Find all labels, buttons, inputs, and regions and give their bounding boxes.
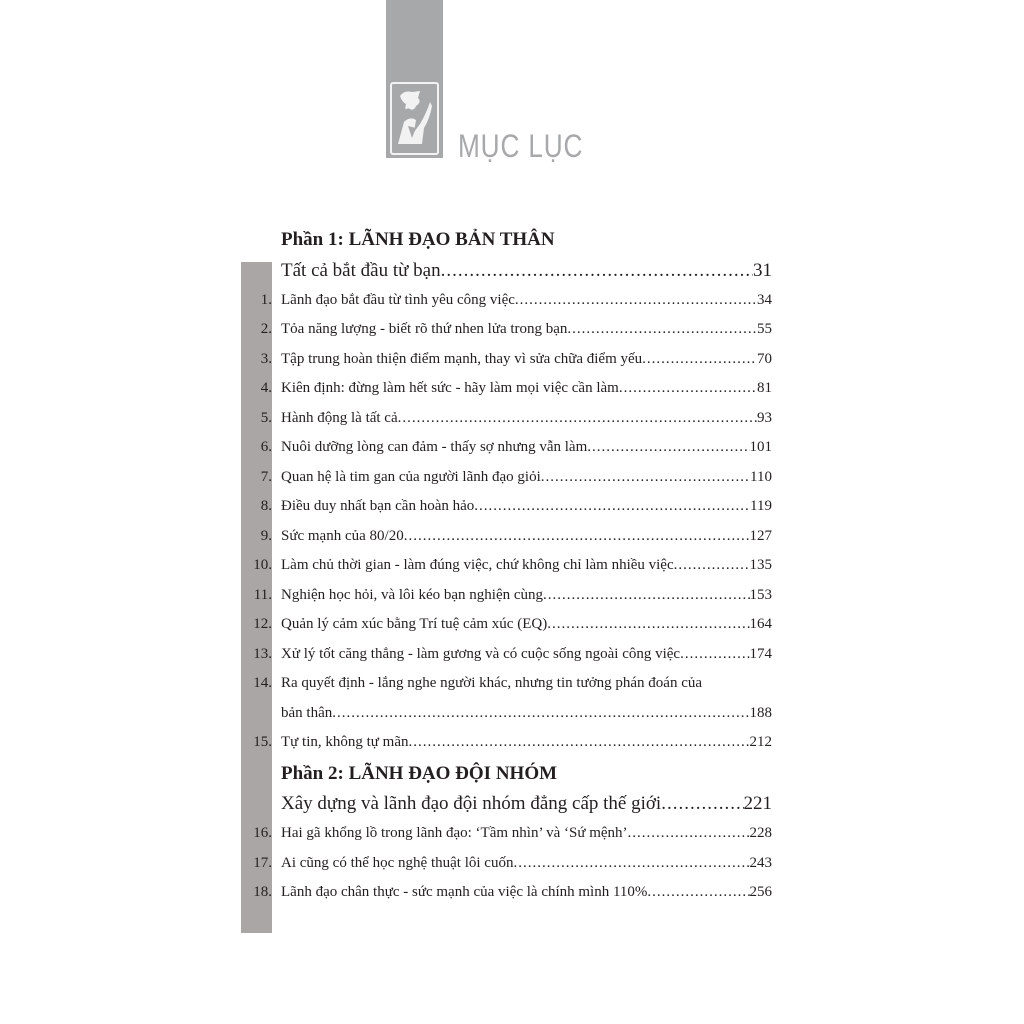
toc-entry[interactable]: 17. Ai cũng có thể học nghệ thuật lôi cuốn ..... 243 xyxy=(241,849,781,879)
chapter-number: 16. xyxy=(253,825,272,842)
toc-entry[interactable]: 18. Lãnh đạo chân thực - sức mạnh của việc là chính mình 110% ..... 256 xyxy=(241,878,781,908)
chapter-number: 15. xyxy=(253,734,272,751)
chapter-number: 6. xyxy=(260,439,272,456)
toc-entry[interactable]: 13. Xử lý tốt căng thẳng - làm gương và có cuộc sống ngoài công việc ..... 174 xyxy=(241,640,781,670)
toc-entry[interactable]: 3. Tập trung hoàn thiện điểm mạnh, thay vì sửa chữa điểm yếu ..... 70 xyxy=(241,345,781,375)
chapter-number: 17. xyxy=(253,854,272,871)
chapter-number: 4. xyxy=(260,380,272,397)
page-number: 174 xyxy=(749,645,772,662)
chapter-number: 3. xyxy=(260,350,272,367)
toc-entry[interactable]: 16. Hai gã khổng lồ trong lãnh đạo: ‘Tầm nhìn’ và ‘Sứ mệnh’ ..... 228 xyxy=(241,819,781,849)
chapter-number: 9. xyxy=(260,527,272,544)
page-number: 135 xyxy=(749,557,772,574)
part-heading xyxy=(241,758,781,790)
chapter-number: 12. xyxy=(253,616,272,633)
table-of-contents xyxy=(241,224,781,908)
page-number: 70 xyxy=(757,350,772,367)
page-number: 228 xyxy=(749,825,772,842)
page-number: 256 xyxy=(749,884,772,901)
chapter-number: 13. xyxy=(253,645,272,662)
toc-entry[interactable]: 4. Kiên định: đừng làm hết sức - hãy làm mọi việc cần làm ..... 81 xyxy=(241,374,781,404)
chapter-number: 8. xyxy=(260,498,272,515)
toc-entry[interactable]: 8. Điều duy nhất bạn cần hoàn hảo ..... 119 xyxy=(241,492,781,522)
chapter-number: 2. xyxy=(260,321,272,338)
toc-entry[interactable]: 2. Tỏa năng lượng - biết rõ thứ nhen lửa trong bạn ..... 55 xyxy=(241,315,781,345)
toc-entry-intro[interactable]: Tất cả bắt đầu từ bạn ..... 31 xyxy=(241,256,781,286)
chapter-number: 11. xyxy=(253,586,272,603)
toc-entry[interactable]: 11. Nghiện học hỏi, và lôi kéo bạn nghiện cùng ..... 153 xyxy=(241,581,781,611)
toc-entry[interactable]: 1. Lãnh đạo bắt đầu từ tình yêu công việc ..... 34 xyxy=(241,286,781,316)
toc-entry[interactable]: 12. Quản lý cảm xúc bằng Trí tuệ cảm xúc (EQ) ..... 164 xyxy=(241,610,781,640)
toc-entry[interactable]: 7. Quan hệ là tim gan của người lãnh đạo giỏi ..... 110 xyxy=(241,463,781,493)
toc-entry[interactable]: 10. Làm chủ thời gian - làm đúng việc, chứ không chỉ làm nhiều việc ..... 135 xyxy=(241,551,781,581)
page-number: 212 xyxy=(749,734,772,751)
page-number: 31 xyxy=(753,259,772,281)
toc-entry[interactable]: 14. Ra quyết định - lắng nghe người khác, nhưng tin tưởng phán đoán của xyxy=(241,669,781,699)
part-title: Phần 1: LÃNH ĐẠO BẢN THÂN xyxy=(281,229,555,250)
page-number: 221 xyxy=(743,793,772,815)
toc-entry[interactable]: 6. Nuôi dưỡng lòng can đảm - thấy sợ nhưng vẫn làm ..... 101 xyxy=(241,433,781,463)
page-number: 243 xyxy=(749,854,772,871)
chapter-number: 5. xyxy=(260,409,272,426)
part-heading xyxy=(241,224,781,256)
chapter-number: 7. xyxy=(260,468,272,485)
toc-entry[interactable]: 5. Hành động là tất cả ..... 93 xyxy=(241,404,781,434)
page-number: 81 xyxy=(757,380,772,397)
toc-entry[interactable]: 15. Tự tin, không tự mãn ..... 212 xyxy=(241,728,781,758)
toc-entry[interactable]: 9. Sức mạnh của 80/20 ..... 127 xyxy=(241,522,781,552)
chapter-number: 18. xyxy=(253,884,272,901)
page-number: 93 xyxy=(757,409,772,426)
page-number: 110 xyxy=(750,468,772,485)
page-number: 188 xyxy=(749,704,772,721)
page-title: MỤC LỤC xyxy=(458,128,584,164)
page-number: 127 xyxy=(749,527,772,544)
page-number: 55 xyxy=(757,321,772,338)
page-number: 164 xyxy=(749,616,772,633)
page-number: 101 xyxy=(749,439,772,456)
chapter-number: 10. xyxy=(253,557,272,574)
chapter-number: 1. xyxy=(260,291,272,308)
page-number: 34 xyxy=(757,291,772,308)
toc-entry-intro[interactable]: Xây dựng và lãnh đạo đội nhóm đẳng cấp thế giới ..... 221 xyxy=(241,790,781,820)
toc-entry-continuation[interactable]: bản thân ..... 188 xyxy=(241,699,781,729)
leader-portrait-icon xyxy=(390,82,439,155)
chapter-number: 14. xyxy=(253,675,272,692)
page-number: 119 xyxy=(750,498,772,515)
part-title: Phần 2: LÃNH ĐẠO ĐỘI NHÓM xyxy=(281,762,558,784)
page-number: 153 xyxy=(749,586,772,603)
